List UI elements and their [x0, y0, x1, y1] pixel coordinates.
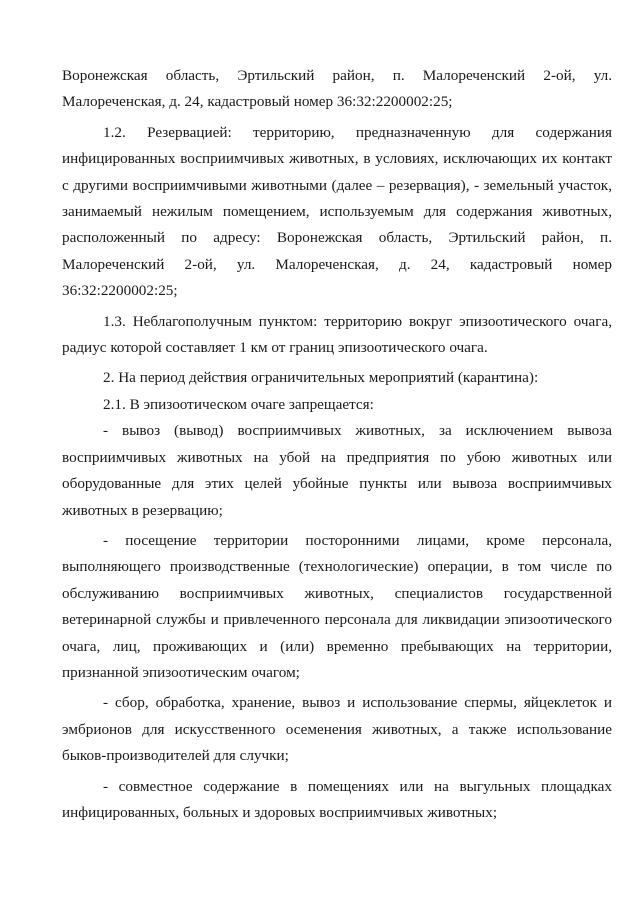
- paragraph-item-2: 2. На период действия ограничительных мероприятий (карантина):: [103, 369, 539, 387]
- paragraph-ban-removal: - вывоз (вывод) восприимчивых животных, за исключением вывоза восприимчивых животных на убой на предприятия по убою животных или оборудованные для этих целей убойные пункты или вывоза восприимчивых животных в резервацию;: [62, 422, 612, 519]
- paragraph-item-1-2: 1.2. Резервацией: территорию, предназначенную для содержания инфицированных восприимчивых животных, в условиях, исключающих их контакт с другими восприимчивыми животными (далее – резервация), - земельный участок, занимаемый нежилым помещением, используемым для содержания животных, расположенный по адресу: Воронежская область, Эртильский район, п. Малореченский 2-ой, ул. Малореченская, д. 24, кадастровый номер 36:32:2200002:25;: [62, 123, 612, 300]
- paragraph-address-continuation: Воронежская область, Эртильский район, п. Малореченский 2-ой, ул. Малореченская, д. 24, кадастровый номер 36:32:2200002:25;: [62, 67, 612, 111]
- paragraph-ban-visits: - посещение территории посторонними лицами, кроме персонала, выполняющего производственные (технологические) операции, в том числе по обслуживанию восприимчивых животных, специалистов государственной ветеринарной службы и привлеченного персонала для ликвидации эпизоотического очага, лиц, проживающих и (или) временно пребывающих на территории, признанной эпизоотическим очагом;: [62, 531, 612, 681]
- paragraph-ban-joint-keeping: - совместное содержание в помещениях или на выгульных площадках инфицированных, больных и здоровых восприимчивых животных;: [62, 777, 612, 821]
- document-body: [62, 63, 612, 826]
- paragraph-item-2-1: 2.1. В эпизоотическом очаге запрещается:: [103, 395, 374, 413]
- paragraph-ban-semen: - сбор, обработка, хранение, вывоз и использование спермы, яйцеклеток и эмбрионов для искусственного осеменения животных, а также использование быков-производителей для случки;: [62, 694, 612, 765]
- paragraph-item-1-3: 1.3. Неблагополучным пунктом: территорию вокруг эпизоотического очага, радиус которой составляет 1 км от границ эпизоотического очага.: [62, 312, 612, 357]
